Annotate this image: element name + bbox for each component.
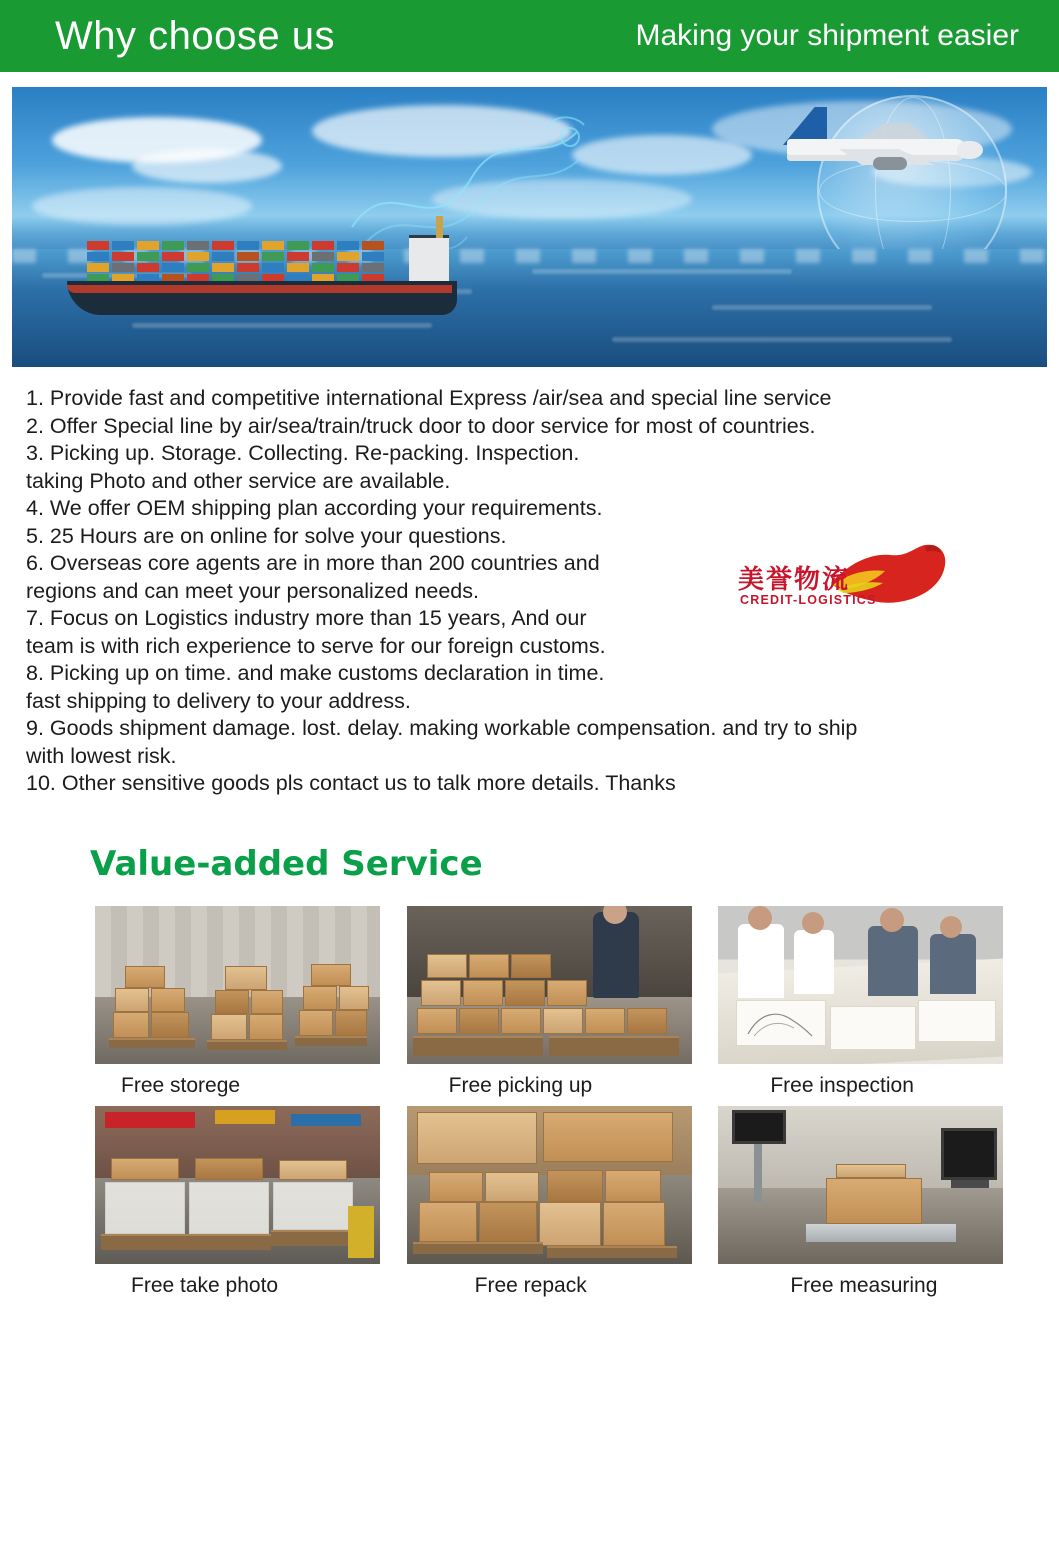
page-title: Why choose us xyxy=(55,14,335,58)
feature-line: 7. Focus on Logistics industry more than 15 years, And our xyxy=(26,606,587,630)
feature-line: with lowest risk. xyxy=(26,743,177,768)
cloud-decor xyxy=(32,187,252,225)
thumb-free-repack xyxy=(407,1106,692,1264)
feature-line: 10. Other sensitive goods pls contact us to talk more details. Thanks xyxy=(26,771,676,795)
feature-line: 9. Goods shipment damage. lost. delay. making workable compensation. and try to ship xyxy=(26,716,858,740)
feature-line: fast shipping to delivery to your address. xyxy=(26,688,411,713)
value-item-caption: Free take photo xyxy=(131,1273,279,1297)
value-item xyxy=(718,906,1004,1098)
thumb-free-take-photo xyxy=(95,1106,380,1264)
thumb-free-inspection xyxy=(718,906,1003,1064)
feature-line: 4. We offer OEM shipping plan according your requirements. xyxy=(26,496,603,520)
feature-line: 6. Overseas core agents are in more than 200 countries and xyxy=(26,551,600,575)
feature-line: team is with rich experience to serve for our foreign customs. xyxy=(26,633,606,658)
feature-list xyxy=(0,385,1059,798)
drawing-sketch xyxy=(744,1006,816,1040)
feature-line: 1. Provide fast and competitive international Express /air/sea and special line service xyxy=(26,386,832,410)
computer-monitor xyxy=(941,1128,997,1180)
feature-line: taking Photo and other service are available. xyxy=(26,468,451,493)
value-added-title: Value-added Service xyxy=(90,843,483,884)
value-item xyxy=(95,1106,381,1298)
value-item xyxy=(407,1106,693,1298)
company-logo xyxy=(734,545,949,625)
feature-line: 2. Offer Special line by air/sea/train/truck door to door service for most of countries. xyxy=(26,413,816,438)
scale-display xyxy=(732,1110,786,1144)
value-added-grid xyxy=(0,906,1059,1298)
airplane-graphic xyxy=(787,105,977,195)
thumb-free-storage xyxy=(95,906,380,1064)
logo-chinese-text: 美誉物流 xyxy=(738,565,851,595)
header-subtitle: Making your shipment easier xyxy=(635,19,1019,52)
feature-line: 3. Picking up. Storage. Collecting. Re-packing. Inspection. xyxy=(26,441,580,465)
cloud-decor xyxy=(572,135,752,175)
feature-line: regions and can meet your personalized needs. xyxy=(26,578,479,603)
feature-line: 8. Picking up on time. and make customs declaration in time. xyxy=(26,661,605,685)
value-item xyxy=(718,1106,1004,1298)
header-banner xyxy=(0,0,1059,72)
thumb-free-picking-up xyxy=(407,906,692,1064)
thumb-free-measuring xyxy=(718,1106,1003,1264)
value-item xyxy=(407,906,693,1098)
value-item-caption: Free inspection xyxy=(770,1073,914,1097)
feature-line: 5. 25 Hours are on online for solve your questions. xyxy=(26,523,507,548)
value-item-caption: Free repack xyxy=(474,1273,587,1297)
value-item-caption: Free measuring xyxy=(790,1273,938,1297)
value-item-caption: Free picking up xyxy=(448,1073,593,1097)
container-ship-graphic xyxy=(67,235,457,315)
hero-shipping-image xyxy=(12,87,1047,367)
value-item-caption: Free storege xyxy=(121,1073,241,1097)
value-item xyxy=(95,906,381,1098)
cloud-decor xyxy=(132,149,282,183)
logo-english-text: CREDIT-LOGISTICS xyxy=(740,593,877,607)
